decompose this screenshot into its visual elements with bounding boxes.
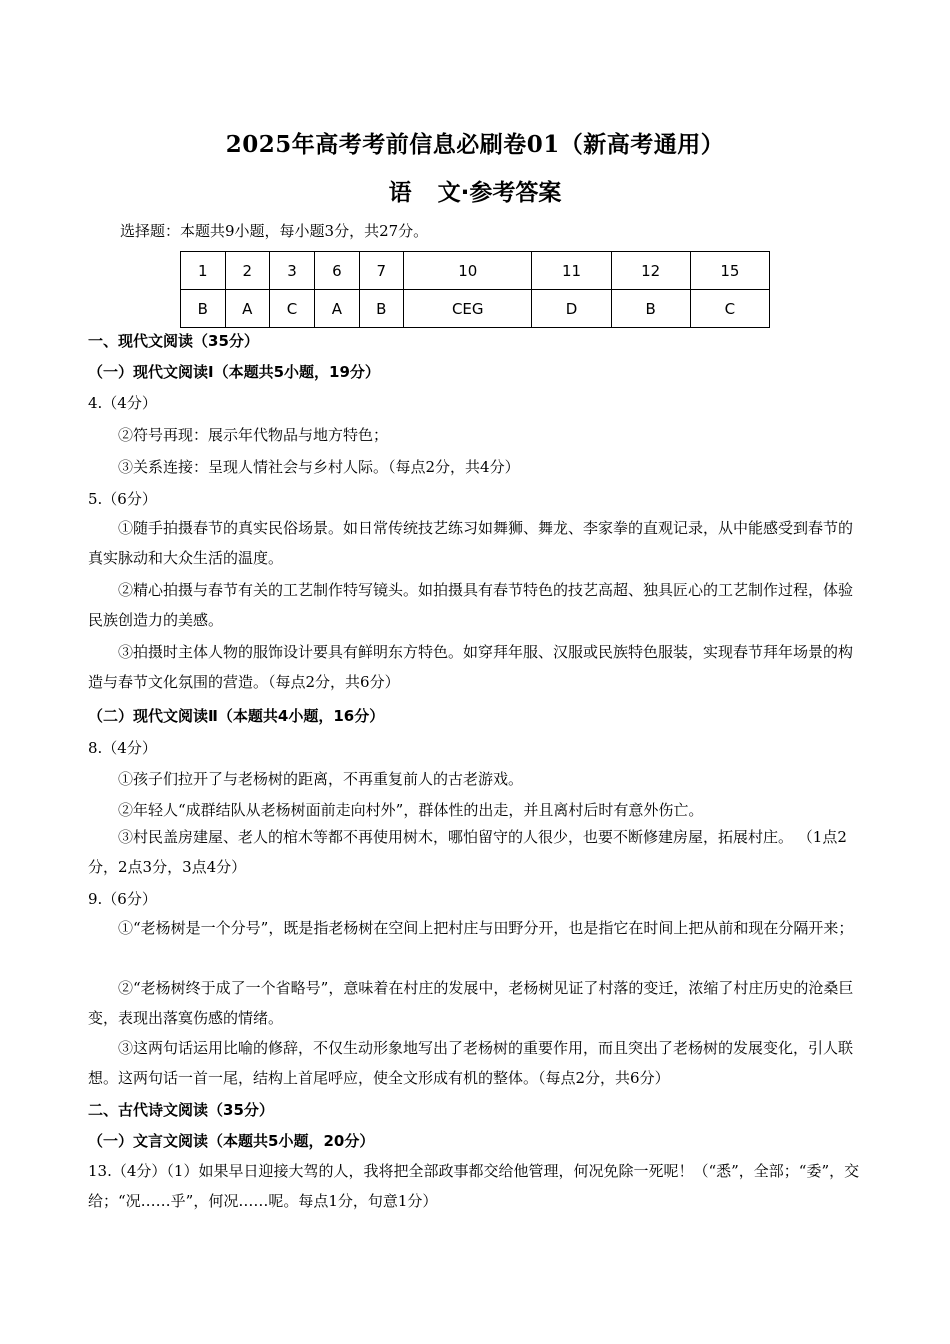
answer-paragraph — [88, 513, 863, 573]
question-label: 4.（4分） — [88, 394, 157, 412]
answer-paragraph-text: ②“老杨树终于成了一个省略号”，意味着在村庄的发展中，老杨树见证了村落的变迁，浓缩了村庄历史的沧桑巨变，表现出落寞伤感的情绪。 — [88, 979, 854, 1027]
answer-point: ③关系连接：呈现人情社会与乡村人际。（每点2分，共4分） — [118, 458, 520, 476]
answer-point: ②符号再现：展示年代物品与地方特色； — [118, 426, 389, 444]
answer-cell: CEG — [404, 290, 532, 328]
document-subtitle — [0, 174, 950, 207]
subtitle-part-b: 文·参考答案 — [437, 180, 562, 206]
answer-paragraph: 13.（4分）（1）如果早日迎接大驾的人，我将把全部政事都交给他管理，何况免除一死呢！（“悉”，全部；“委”，交给；“况……乎”，何况……呢。每点1分，句意1分） — [88, 1162, 860, 1210]
answer-paragraph-text: ③拍摄时主体人物的服饰设计要具有鲜明东方特色。如穿拜年服、汉服或民族特色服装，实现春节拜年场景的构造与春节文化氛围的营造。（每点2分，共6分） — [88, 643, 854, 691]
question-label: 9.（6分） — [88, 890, 157, 908]
answer-paragraph-text: ②精心拍摄与春节有关的工艺制作特写镜头。如拍摄具有春节特色的技艺高超、独具匠心的工艺制作过程，体验民族创造力的美感。 — [88, 581, 854, 629]
question-number-cell: 10 — [404, 252, 532, 290]
answer-paragraph — [88, 637, 863, 697]
answer-cell: C — [690, 290, 769, 328]
subsection-heading: （一）现代文阅读Ⅰ（本题共5小题，19分） — [88, 363, 380, 381]
answer-cell: C — [269, 290, 314, 328]
subsection-heading: （一）文言文阅读（本题共5小题，20分） — [88, 1132, 375, 1150]
answer-paragraph — [88, 822, 863, 882]
section-heading: 一、现代文阅读（35分） — [88, 332, 259, 350]
question-number-cell: 12 — [611, 252, 690, 290]
question-label: 8.（4分） — [88, 739, 157, 757]
answer-cell: A — [225, 290, 269, 328]
question-number-cell: 15 — [690, 252, 769, 290]
answer-paragraph — [88, 973, 863, 1033]
answer-paragraph-text: ①随手拍摄春节的真实民俗场景。如日常传统技艺练习如舞狮、舞龙、李家拳的直观记录，从中能感受到春节的真实脉动和大众生活的温度。 — [88, 519, 854, 567]
subsection-heading: （二）现代文阅读Ⅱ（本题共4小题，16分） — [88, 707, 385, 725]
question-number-cell: 7 — [359, 252, 404, 290]
choice-intro: 选择题：本题共9小题，每小题3分，共27分。 — [120, 222, 429, 240]
answer-paragraph-text: ③这两句话运用比喻的修辞，不仅生动形象地写出了老杨树的重要作用，而且突出了老杨树的发展变化，引人联想。这两句话一首一尾，结构上首尾呼应，使全文形成有机的整体。（每点2分，共6分） — [88, 1039, 854, 1087]
document-title: 2025年高考考前信息必刷卷01（新高考通用） — [225, 131, 725, 158]
subtitle-part-a: 语 — [388, 180, 412, 206]
question-number-cell: 6 — [315, 252, 359, 290]
question-label: 5.（6分） — [88, 490, 157, 508]
answer-table — [180, 251, 770, 328]
question-number-cell: 1 — [181, 252, 226, 290]
answer-point: ②年轻人“成群结队从老杨树面前走向村外”，群体性的出走，并且离村后时有意外伤亡。 — [118, 801, 704, 819]
answer-cell: B — [181, 290, 226, 328]
answer-cell: B — [611, 290, 690, 328]
answer-cell: D — [532, 290, 611, 328]
answer-paragraph — [88, 913, 863, 943]
question-number-cell: 2 — [225, 252, 269, 290]
answer-cell: A — [315, 290, 359, 328]
question-number-cell: 3 — [269, 252, 314, 290]
answer-cell: B — [359, 290, 404, 328]
question-number-cell: 11 — [532, 252, 611, 290]
answer-paragraph-text: ①“老杨树是一个分号”，既是指老杨树在空间上把村庄与田野分开，也是指它在时间上把从前和现在分隔开来； — [118, 919, 854, 937]
answer-paragraph — [88, 1033, 863, 1093]
answer-point: ①孩子们拉开了与老杨树的距离，不再重复前人的古老游戏。 — [118, 770, 524, 788]
answer-table-header-row — [181, 252, 770, 290]
answer-paragraph — [88, 575, 863, 635]
answer-table-answer-row — [181, 290, 770, 328]
section-heading: 二、古代诗文阅读（35分） — [88, 1101, 274, 1119]
answer-paragraph-text: ③村民盖房建屋、老人的棺木等都不再使用树木，哪怕留守的人很少，也要不断修建房屋，拓展村庄。 （1点2分，2点3分，3点4分） — [88, 828, 847, 876]
